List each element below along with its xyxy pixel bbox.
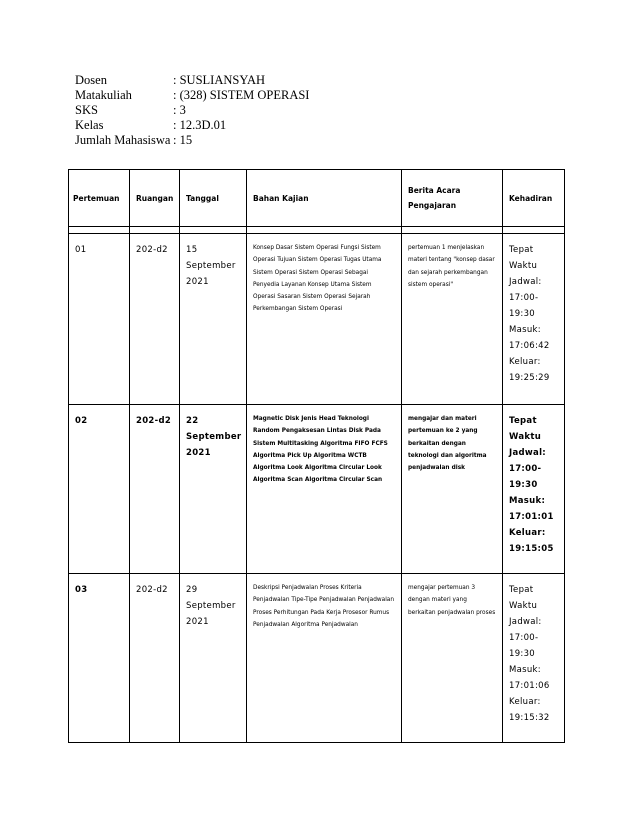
table-row [69, 574, 565, 743]
kehadiran-line: Jadwal: [509, 617, 542, 627]
header-berita-line2: Pengajaran [408, 201, 457, 210]
header-berita-acara [402, 170, 503, 227]
jumlah-value: : 15 [173, 133, 193, 147]
info-sks [75, 103, 309, 118]
kelas-label: Kelas [75, 118, 104, 132]
ruangan-cell: 202-d2 [130, 574, 180, 743]
kehadiran-line: 17:00- [509, 633, 539, 643]
kehadiran-line: 17:01:01 [509, 512, 554, 522]
tanggal-cell [180, 234, 247, 405]
kehadiran-line: Jadwal: [509, 277, 542, 287]
header-spacer-row [69, 227, 565, 234]
kehadiran-line: 17:06:42 [509, 341, 550, 351]
tanggal-month: September [186, 601, 236, 611]
kehadiran-line: Tepat [509, 245, 534, 255]
kehadiran-line: Waktu [509, 261, 538, 271]
kehadiran-cell [503, 405, 565, 574]
kehadiran-cell [503, 234, 565, 405]
kehadiran-line: Waktu [509, 432, 542, 442]
bahan-kajian-cell: Deskripsi Penjadwalan Proses Kriteria Penjadwalan Tipe-Tipe Penjadwalan Penjadwalan Proses Perhitungan Pada Kerja Prosesor Rumus Penjadwalan Algoritma Penjadwalan [247, 574, 402, 743]
ruangan-cell: 202-d2 [130, 234, 180, 405]
table-header-row [69, 170, 565, 227]
tanggal-year: 2021 [186, 277, 209, 287]
info-kelas [75, 118, 309, 133]
kehadiran-line: 19:30 [509, 480, 538, 490]
kehadiran-line: Keluar: [509, 697, 541, 707]
pertemuan-cell: 01 [69, 234, 130, 405]
kehadiran-line: Keluar: [509, 357, 541, 367]
header-ruangan: Ruangan [130, 170, 180, 227]
kehadiran-line: 17:00- [509, 293, 539, 303]
sks-value: : 3 [173, 103, 186, 117]
kehadiran-line: Waktu [509, 601, 538, 611]
spacer-cell [402, 227, 503, 234]
bahan-kajian-cell: Magnetic Disk Jenis Head Teknologi Random Pengaksesan Lintas Disk Pada Sistem Multitasking Algoritma FIFO FCFS Algoritma Pick Up Algoritma WCTB Algoritma Look Algoritma Circular Look Algoritma Scan Algoritma Circular Scan [247, 405, 402, 574]
kelas-value: : 12.3D.01 [173, 118, 227, 132]
spacer-cell [247, 227, 402, 234]
kehadiran-line: 17:01:06 [509, 681, 550, 691]
info-dosen [75, 73, 309, 88]
info-jumlah [75, 133, 309, 148]
kehadiran-line: 17:00- [509, 464, 542, 474]
matakuliah-value: : (328) SISTEM OPERASI [173, 88, 310, 102]
tanggal-year: 2021 [186, 617, 209, 627]
tanggal-year: 2021 [186, 448, 211, 458]
info-matakuliah [75, 88, 309, 103]
pertemuan-cell: 02 [69, 405, 130, 574]
tanggal-cell [180, 574, 247, 743]
kehadiran-line: Masuk: [509, 496, 546, 506]
tanggal-month: September [186, 432, 242, 442]
jumlah-label: Jumlah Mahasiswa [75, 133, 171, 147]
spacer-cell [69, 227, 130, 234]
kehadiran-line: Masuk: [509, 665, 541, 675]
header-tanggal: Tanggal [180, 170, 247, 227]
kehadiran-line: Jadwal: [509, 448, 546, 458]
matakuliah-label: Matakuliah [75, 88, 132, 102]
bahan-kajian-cell: Konsep Dasar Sistem Operasi Fungsi Sistem Operasi Tujuan Sistem Operasi Tugas Utama Sistem Operasi Sistem Operasi Sebagai Penyedia Layanan Konsep Utama Sistem Operasi Sasaran Sistem Operasi Sejarah Perkembangan Sistem Operasi [247, 234, 402, 405]
kehadiran-line: 19:15:32 [509, 713, 550, 723]
header-berita-line1: Berita Acara [408, 186, 461, 195]
kehadiran-line: Tepat [509, 585, 534, 595]
tanggal-day: 15 [186, 245, 198, 255]
kehadiran-line: Keluar: [509, 528, 546, 538]
header-kehadiran: Kehadiran [503, 170, 565, 227]
berita-acara-cell: mengajar dan materi pertemuan ke 2 yang berkaitan dengan teknologi dan algoritma penjadwalan disk [402, 405, 503, 574]
dosen-label: Dosen [75, 73, 107, 87]
dosen-value: : SUSLIANSYAH [173, 73, 266, 87]
sks-label: SKS [75, 103, 98, 117]
tanggal-day: 22 [186, 416, 199, 426]
pertemuan-cell: 03 [69, 574, 130, 743]
kehadiran-line: 19:15:05 [509, 544, 554, 554]
spacer-cell [180, 227, 247, 234]
berita-acara-cell: pertemuan 1 menjelaskan materi tentang "konsep dasar dan sejarah perkembangan sistem operasi" [402, 234, 503, 405]
ruangan-cell: 202-d2 [130, 405, 180, 574]
kehadiran-cell [503, 574, 565, 743]
kehadiran-line: 19:30 [509, 309, 535, 319]
header-bahan-kajian: Bahan Kajian [247, 170, 402, 227]
kehadiran-line: 19:30 [509, 649, 535, 659]
attendance-table [68, 169, 565, 743]
spacer-cell [503, 227, 565, 234]
table-row [69, 405, 565, 574]
table-row [69, 234, 565, 405]
berita-acara-cell: mengajar pertemuan 3 dengan materi yang berkaitan penjadwalan proses [402, 574, 503, 743]
spacer-cell [130, 227, 180, 234]
tanggal-month: September [186, 261, 236, 271]
header-pertemuan: Pertemuan [69, 170, 130, 227]
course-info [75, 73, 309, 148]
tanggal-day: 29 [186, 585, 198, 595]
kehadiran-line: 19:25:29 [509, 373, 550, 383]
tanggal-cell [180, 405, 247, 574]
kehadiran-line: Tepat [509, 416, 537, 426]
kehadiran-line: Masuk: [509, 325, 541, 335]
